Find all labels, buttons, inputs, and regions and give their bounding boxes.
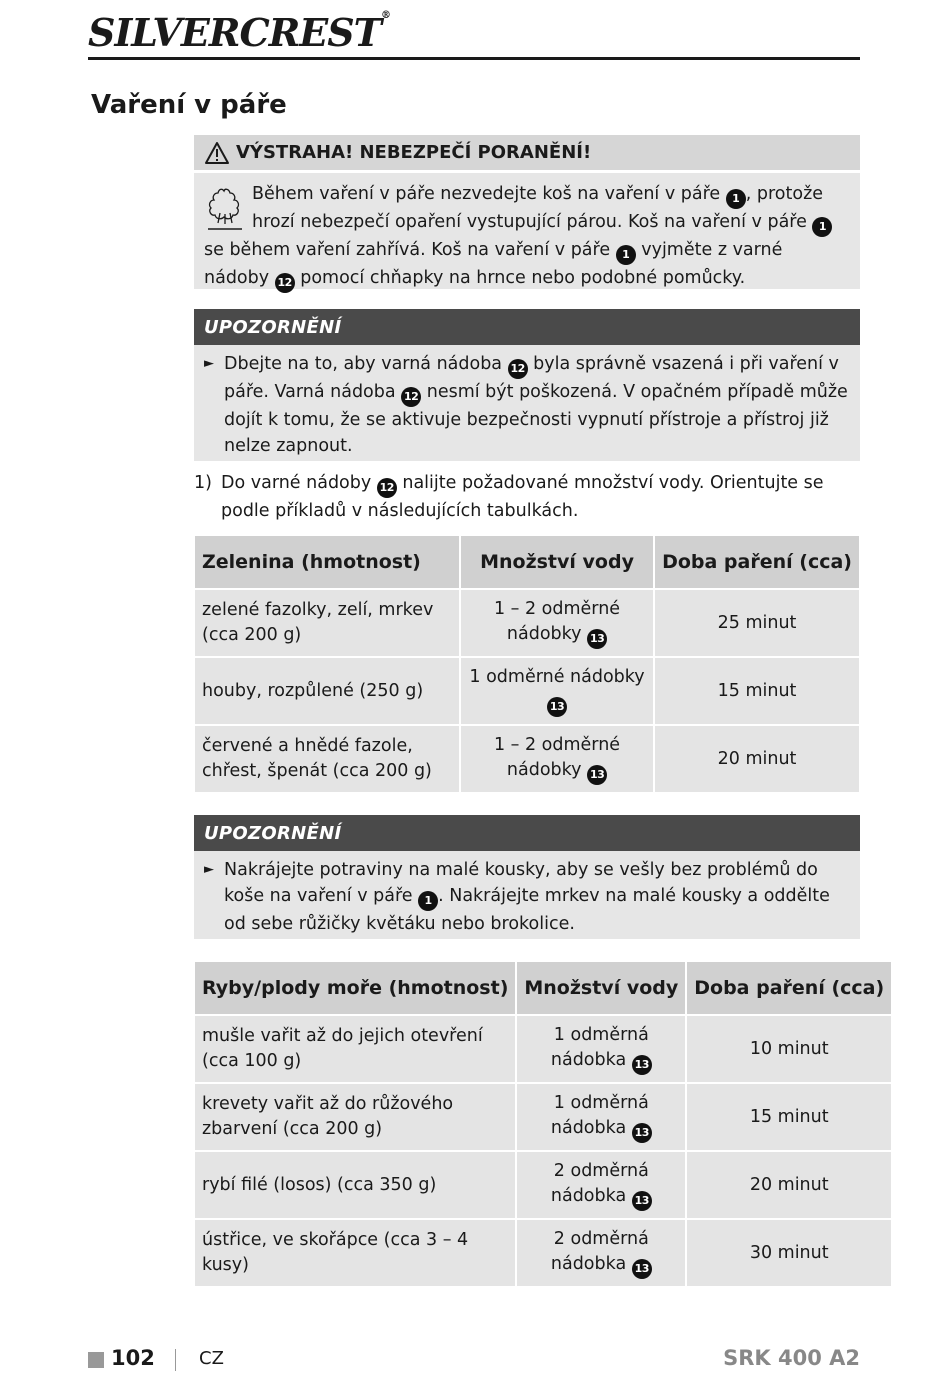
time-cell: 10 minut [687,1016,891,1082]
ref-cup-badge: 13 [632,1259,652,1279]
note-box-2 [194,815,860,939]
time-cell: 25 minut [655,590,859,656]
ref-cup-badge: 13 [632,1191,652,1211]
table-header-row [195,962,891,1014]
time-cell: 30 minut [687,1220,891,1286]
page-header [88,8,860,60]
steam-icon [204,183,246,233]
food-cell: mušle vařit až do jejich otevření (cca 100 g) [195,1016,515,1082]
ref-pot-badge: 12 [275,273,295,293]
note-text: ► Dbejte na to, aby varná nádoba 12 byla správně vsazená i při vaření v páře. Varná nádoba 12 nesmí být poškozená. V opačném případě může dojít k tomu, že se aktivuje bezpečnosti vypnutí přístroje a přístroj již nelze zapnout. [194,345,860,465]
language-code: CZ [199,1348,224,1369]
column-header: Ryby/plody moře (hmotnost) [195,962,515,1014]
model-number: SRK 400 A2 [723,1346,860,1370]
step-1: 1) Do varné nádoby 12 nalijte požadované množství vody. Orientujte se podle příkladů v následujících tabulkách. [194,470,860,524]
warning-box [194,135,860,289]
table-row [195,1220,891,1286]
column-header: Množství vody [517,962,685,1014]
vegetables-table [193,534,861,794]
water-cell: 1 odměrné nádobky 13 [461,658,653,724]
page-number: 102 [111,1346,155,1370]
food-cell: zelené fazolky, zelí, mrkev (cca 200 g) [195,590,459,656]
warning-text: Během vaření v páře nezvedejte koš na vaření v páře 1 , protože hrozí nebezpečí opaření vystupující párou. Koš na vaření v páře 1 se během vaření zahřívá. Koš na vaření v páře 1 vyjměte z varné nádoby 12 pomocí chňapky na hrnce nebo podobné pomůcky. [194,173,860,293]
water-cell: 1 – 2 odměrné nádobky 13 [461,726,653,792]
bullet-arrow-icon: ► [204,356,214,371]
ref-basket-badge: 1 [726,189,746,209]
table-row [195,658,859,724]
ref-pot-badge: 12 [401,387,421,407]
water-cell: 1 – 2 odměrné nádobky 13 [461,590,653,656]
food-cell: ústřice, ve skořápce (cca 3 – 4 kusy) [195,1220,515,1286]
ref-cup-badge: 13 [632,1055,652,1075]
food-cell: rybí filé (losos) (cca 350 g) [195,1152,515,1218]
water-cell: 1 odměrná nádobka 13 [517,1016,685,1082]
food-cell: houby, rozpůlené (250 g) [195,658,459,724]
food-cell: červené a hnědé fazole, chřest, špenát (cca 200 g) [195,726,459,792]
brand-logo: SILVERCREST® [88,10,390,55]
column-header: Doba paření (cca) [655,536,859,588]
warning-heading [194,135,860,173]
column-header: Zelenina (hmotnost) [195,536,459,588]
ref-pot-badge: 12 [377,478,397,498]
note-heading: UPOZORNĚNÍ [194,309,860,345]
table-row [195,1016,891,1082]
note-heading: UPOZORNĚNÍ [194,815,860,851]
note-text: ► Nakrájejte potraviny na malé kousky, aby se vešly bez problémů do koše na vaření v páře 1 . Nakrájejte mrkev na malé kousky a oddělte od sebe růžičky květáku nebo brokolice. [194,851,860,943]
fish-table [193,960,893,1288]
ref-basket-badge: 1 [616,245,636,265]
table-header-row [195,536,859,588]
page-footer [88,1346,860,1374]
table-row [195,726,859,792]
warning-heading-text: VÝSTRAHA! NEBEZPEČÍ PORANĚNÍ! [236,142,592,163]
time-cell: 15 minut [655,658,859,724]
warning-triangle-icon [204,141,230,165]
column-header: Množství vody [461,536,653,588]
time-cell: 20 minut [687,1152,891,1218]
water-cell: 2 odměrná nádobka 13 [517,1152,685,1218]
page-title: Vaření v páře [91,90,287,120]
ref-cup-badge: 13 [587,765,607,785]
ref-cup-badge: 13 [587,629,607,649]
ref-cup-badge: 13 [632,1123,652,1143]
water-cell: 2 odměrná nádobka 13 [517,1220,685,1286]
food-cell: krevety vařit až do růžového zbarvení (cca 200 g) [195,1084,515,1150]
table-row [195,1084,891,1150]
footer-divider [175,1349,176,1371]
step-number: 1) [194,473,212,493]
water-cell: 1 odměrná nádobka 13 [517,1084,685,1150]
ref-basket-badge: 1 [418,891,438,911]
bullet-arrow-icon: ► [204,862,214,877]
table-row [195,590,859,656]
footer-square-marker [88,1352,104,1368]
ref-basket-badge: 1 [812,217,832,237]
column-header: Doba paření (cca) [687,962,891,1014]
table-row [195,1152,891,1218]
time-cell: 20 minut [655,726,859,792]
ref-pot-badge: 12 [508,359,528,379]
ref-cup-badge: 13 [547,697,567,717]
time-cell: 15 minut [687,1084,891,1150]
note-box-1 [194,309,860,461]
